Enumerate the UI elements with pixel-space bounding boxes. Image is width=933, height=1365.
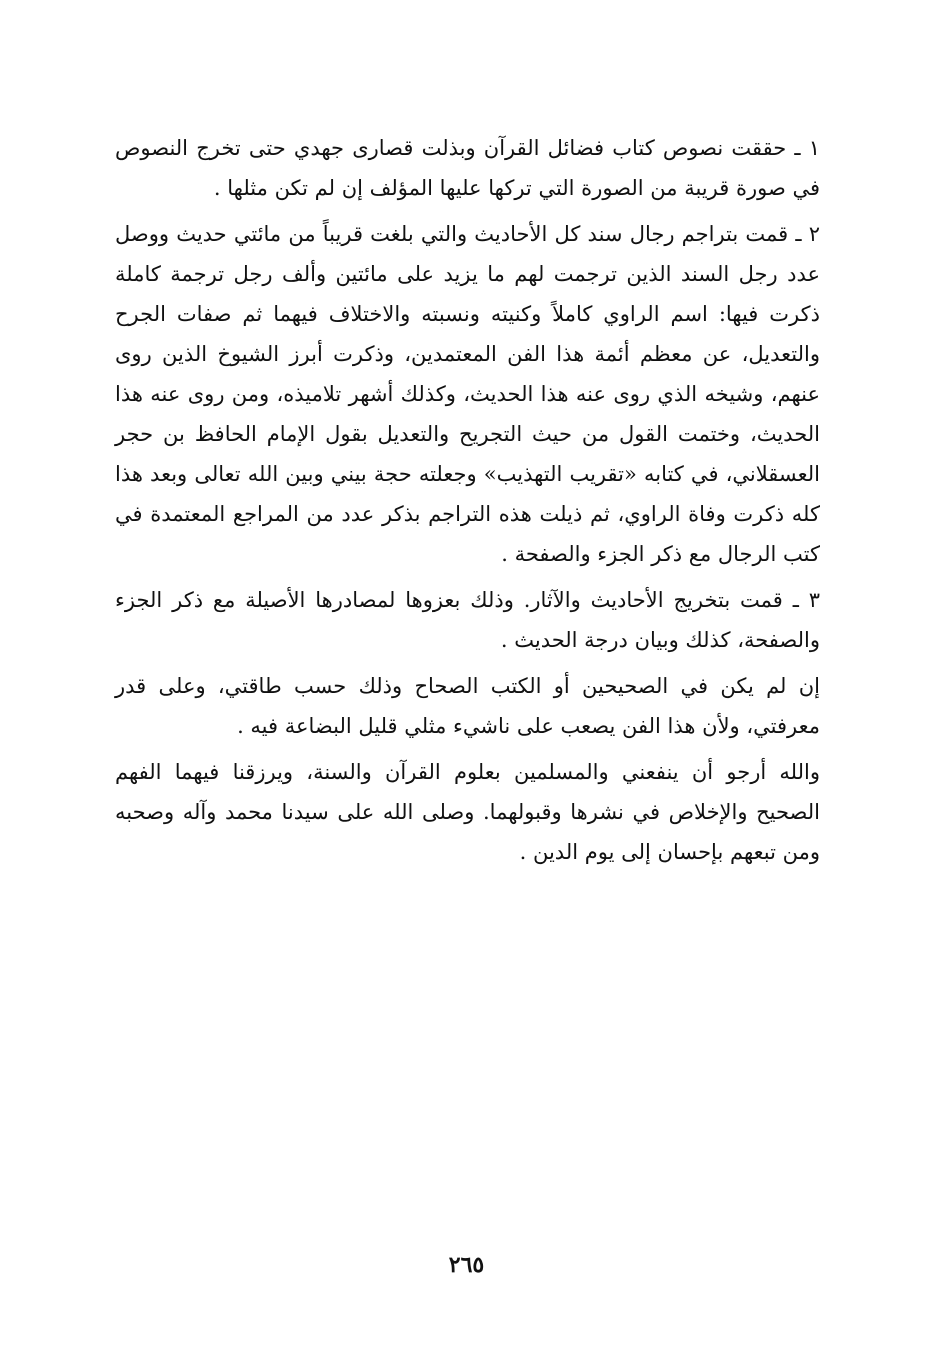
page-number: ٢٦٥ (448, 1252, 485, 1278)
paragraph-1: ١ ـ حققت نصوص كتاب فضائل القرآن وبذلت قصارى جهدي حتى تخرج النصوص في صورة قريبة من الصورة التي تركها عليها المؤلف إن لم تكن مثلها . (115, 136, 820, 200)
paragraph-5: والله أرجو أن ينفعني والمسلمين بعلوم القرآن والسنة، ويرزقنا فيهما الفهم الصحيح والإخلاص في نشرها وقبولهما. وصلى الله على سيدنا محمد وآله وصحبه ومن تبعهم بإحسان إلى يوم الدين . (115, 760, 820, 864)
body-text (115, 128, 820, 872)
paragraph-4: إن لم يكن في الصحيحين أو الكتب الصحاح وذلك حسب طاقتي، وعلى قدر معرفتي، ولأن هذا الفن يصعب على ناشيء مثلي قليل البضاعة فيه . (115, 674, 820, 738)
paragraph-2: ٢ ـ قمت بتراجم رجال سند كل الأحاديث والتي بلغت قريباً من مائتي حديث ووصل عدد رجل السند الذين ترجمت لهم ما يزيد على مائتين وألف رجل ترجمة كاملة ذكرت فيها: اسم الراوي كاملاً وكنيته ونسبته والاختلاف فيهما ثم صفات الجرح والتعديل، عن معظم أئمة هذا الفن المعتمدين، وذكرت أبرز الشيوخ الذين روى عنهم، وشيخه الذي روى عنه هذا الحديث، وكذلك أشهر تلاميذه، ومن روى عنه هذا الحديث، وختمت القول من حيث التجريح والتعديل بقول الإمام الحافظ بن حجر العسقلاني، في كتابه «تقريب التهذيب» وجعلته حجة بيني وبين الله تعالى وبعد هذا كله ذكرت وفاة الراوي، ثم ذيلت هذه التراجم بذكر عدد من المراجع المعتمدة في كتب الرجال مع ذكر الجزء والصفحة . (115, 222, 820, 566)
paragraph-3: ٣ ـ قمت بتخريج الأحاديث والآثار. وذلك بعزوها لمصادرها الأصيلة مع ذكر الجزء والصفحة، كذلك وبيان درجة الحديث . (115, 588, 820, 652)
